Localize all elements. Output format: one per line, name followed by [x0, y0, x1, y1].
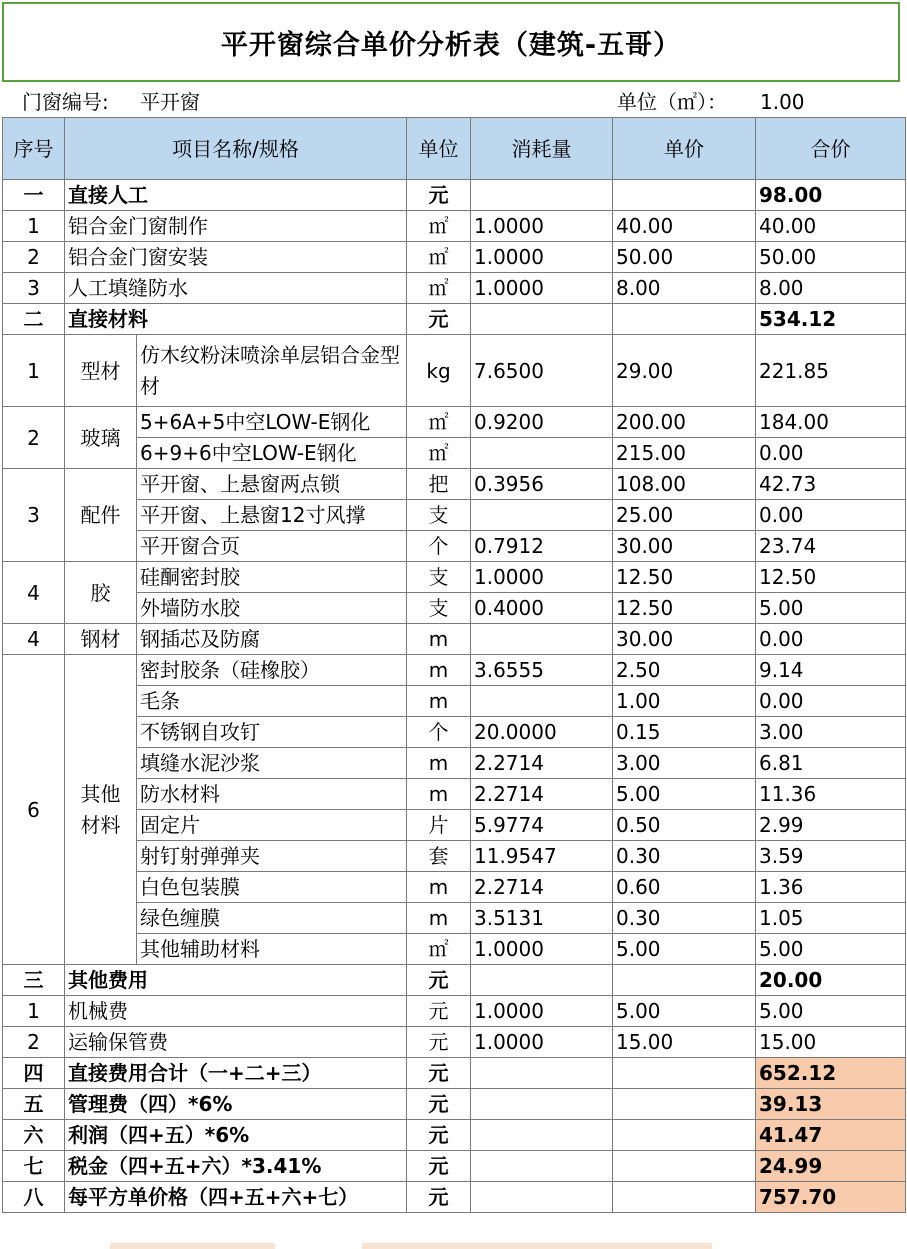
table-row: 平开窗、上悬窗12寸风撑 支 25.00 0.00	[3, 500, 906, 531]
table-row: 1 型材 仿木纹粉沫喷涂单层铝合金型材 kg 7.6500 29.00 221.85	[3, 335, 906, 407]
table-row: 外墙防水胶 支 0.4000 12.50 5.00	[3, 593, 906, 624]
section-row: 二 直接材料 元 534.12	[3, 304, 906, 335]
table-row: 射钉射弹弹夹 套 11.9547 0.30 3.59	[3, 841, 906, 872]
section-row: 三 其他费用 元 20.00	[3, 965, 906, 996]
table-row: 6 其他 材料 密封胶条（硅橡胶） m 3.6555 2.50 9.14	[3, 655, 906, 686]
table-row: 1 铝合金门窗制作 ㎡ 1.0000 40.00 40.00	[3, 211, 906, 242]
table-row: 2 玻璃 5+6A+5中空LOW-E钢化 ㎡ 0.9200 200.00 184.00	[3, 407, 906, 438]
header-unit: 单位	[407, 118, 471, 180]
header-no: 序号	[3, 118, 65, 180]
table-row: 平开窗合页 个 0.7912 30.00 23.74	[3, 531, 906, 562]
unit-value: 1.00	[760, 90, 805, 114]
table-row: 2 铝合金门窗安装 ㎡ 1.0000 50.00 50.00	[3, 242, 906, 273]
decorative-strip	[110, 1243, 275, 1249]
table-row: 3 人工填缝防水 ㎡ 1.0000 8.00 8.00	[3, 273, 906, 304]
table-row: 固定片 片 5.9774 0.50 2.99	[3, 810, 906, 841]
table-row: 防水材料 m 2.2714 5.00 11.36	[3, 779, 906, 810]
summary-row: 六 利润（四+五）*6% 元 41.47	[3, 1120, 906, 1151]
summary-row: 八 每平方单价格（四+五+六+七） 元 757.70	[3, 1182, 906, 1213]
summary-row: 七 税金（四+五+六）*3.41% 元 24.99	[3, 1151, 906, 1182]
table-row: 3 配件 平开窗、上悬窗两点锁 把 0.3956 108.00 42.73	[3, 469, 906, 500]
table-row: 填缝水泥沙浆 m 2.2714 3.00 6.81	[3, 748, 906, 779]
table-row: 2 运输保管费 元 1.0000 15.00 15.00	[3, 1027, 906, 1058]
unit-price-table	[2, 117, 906, 1213]
table-row: 6+9+6中空LOW-E钢化 ㎡ 215.00 0.00	[3, 438, 906, 469]
table-row: 其他辅助材料 ㎡ 1.0000 5.00 5.00	[3, 934, 906, 965]
door-code-value: 平开窗	[140, 90, 200, 114]
page-title: 平开窗综合单价分析表（建筑-五哥）	[2, 2, 900, 82]
table-row: 不锈钢自攻钉 个 20.0000 0.15 3.00	[3, 717, 906, 748]
table-header-row	[3, 118, 906, 180]
table-row: 绿色缠膜 m 3.5131 0.30 1.05	[3, 903, 906, 934]
header-item: 项目名称/规格	[65, 118, 407, 180]
header-qty: 消耗量	[471, 118, 613, 180]
table-row: 毛条 m 1.00 0.00	[3, 686, 906, 717]
table-row: 4 胶 硅酮密封胶 支 1.0000 12.50 12.50	[3, 562, 906, 593]
section-row: 一 直接人工 元 98.00	[3, 180, 906, 211]
door-code-label: 门窗编号:	[22, 90, 109, 114]
header-price: 单价	[613, 118, 756, 180]
unit-label: 单位（㎡）：	[617, 90, 727, 114]
summary-row: 五 管理费（四）*6% 元 39.13	[3, 1089, 906, 1120]
table-row: 4 钢材 钢插芯及防腐 m 30.00 0.00	[3, 624, 906, 655]
table-row: 白色包装膜 m 2.2714 0.60 1.36	[3, 872, 906, 903]
header-total: 合价	[756, 118, 906, 180]
table-row: 1 机械费 元 1.0000 5.00 5.00	[3, 996, 906, 1027]
decorative-strip	[362, 1243, 712, 1249]
summary-row: 四 直接费用合计（一+二+三） 元 652.12	[3, 1058, 906, 1089]
